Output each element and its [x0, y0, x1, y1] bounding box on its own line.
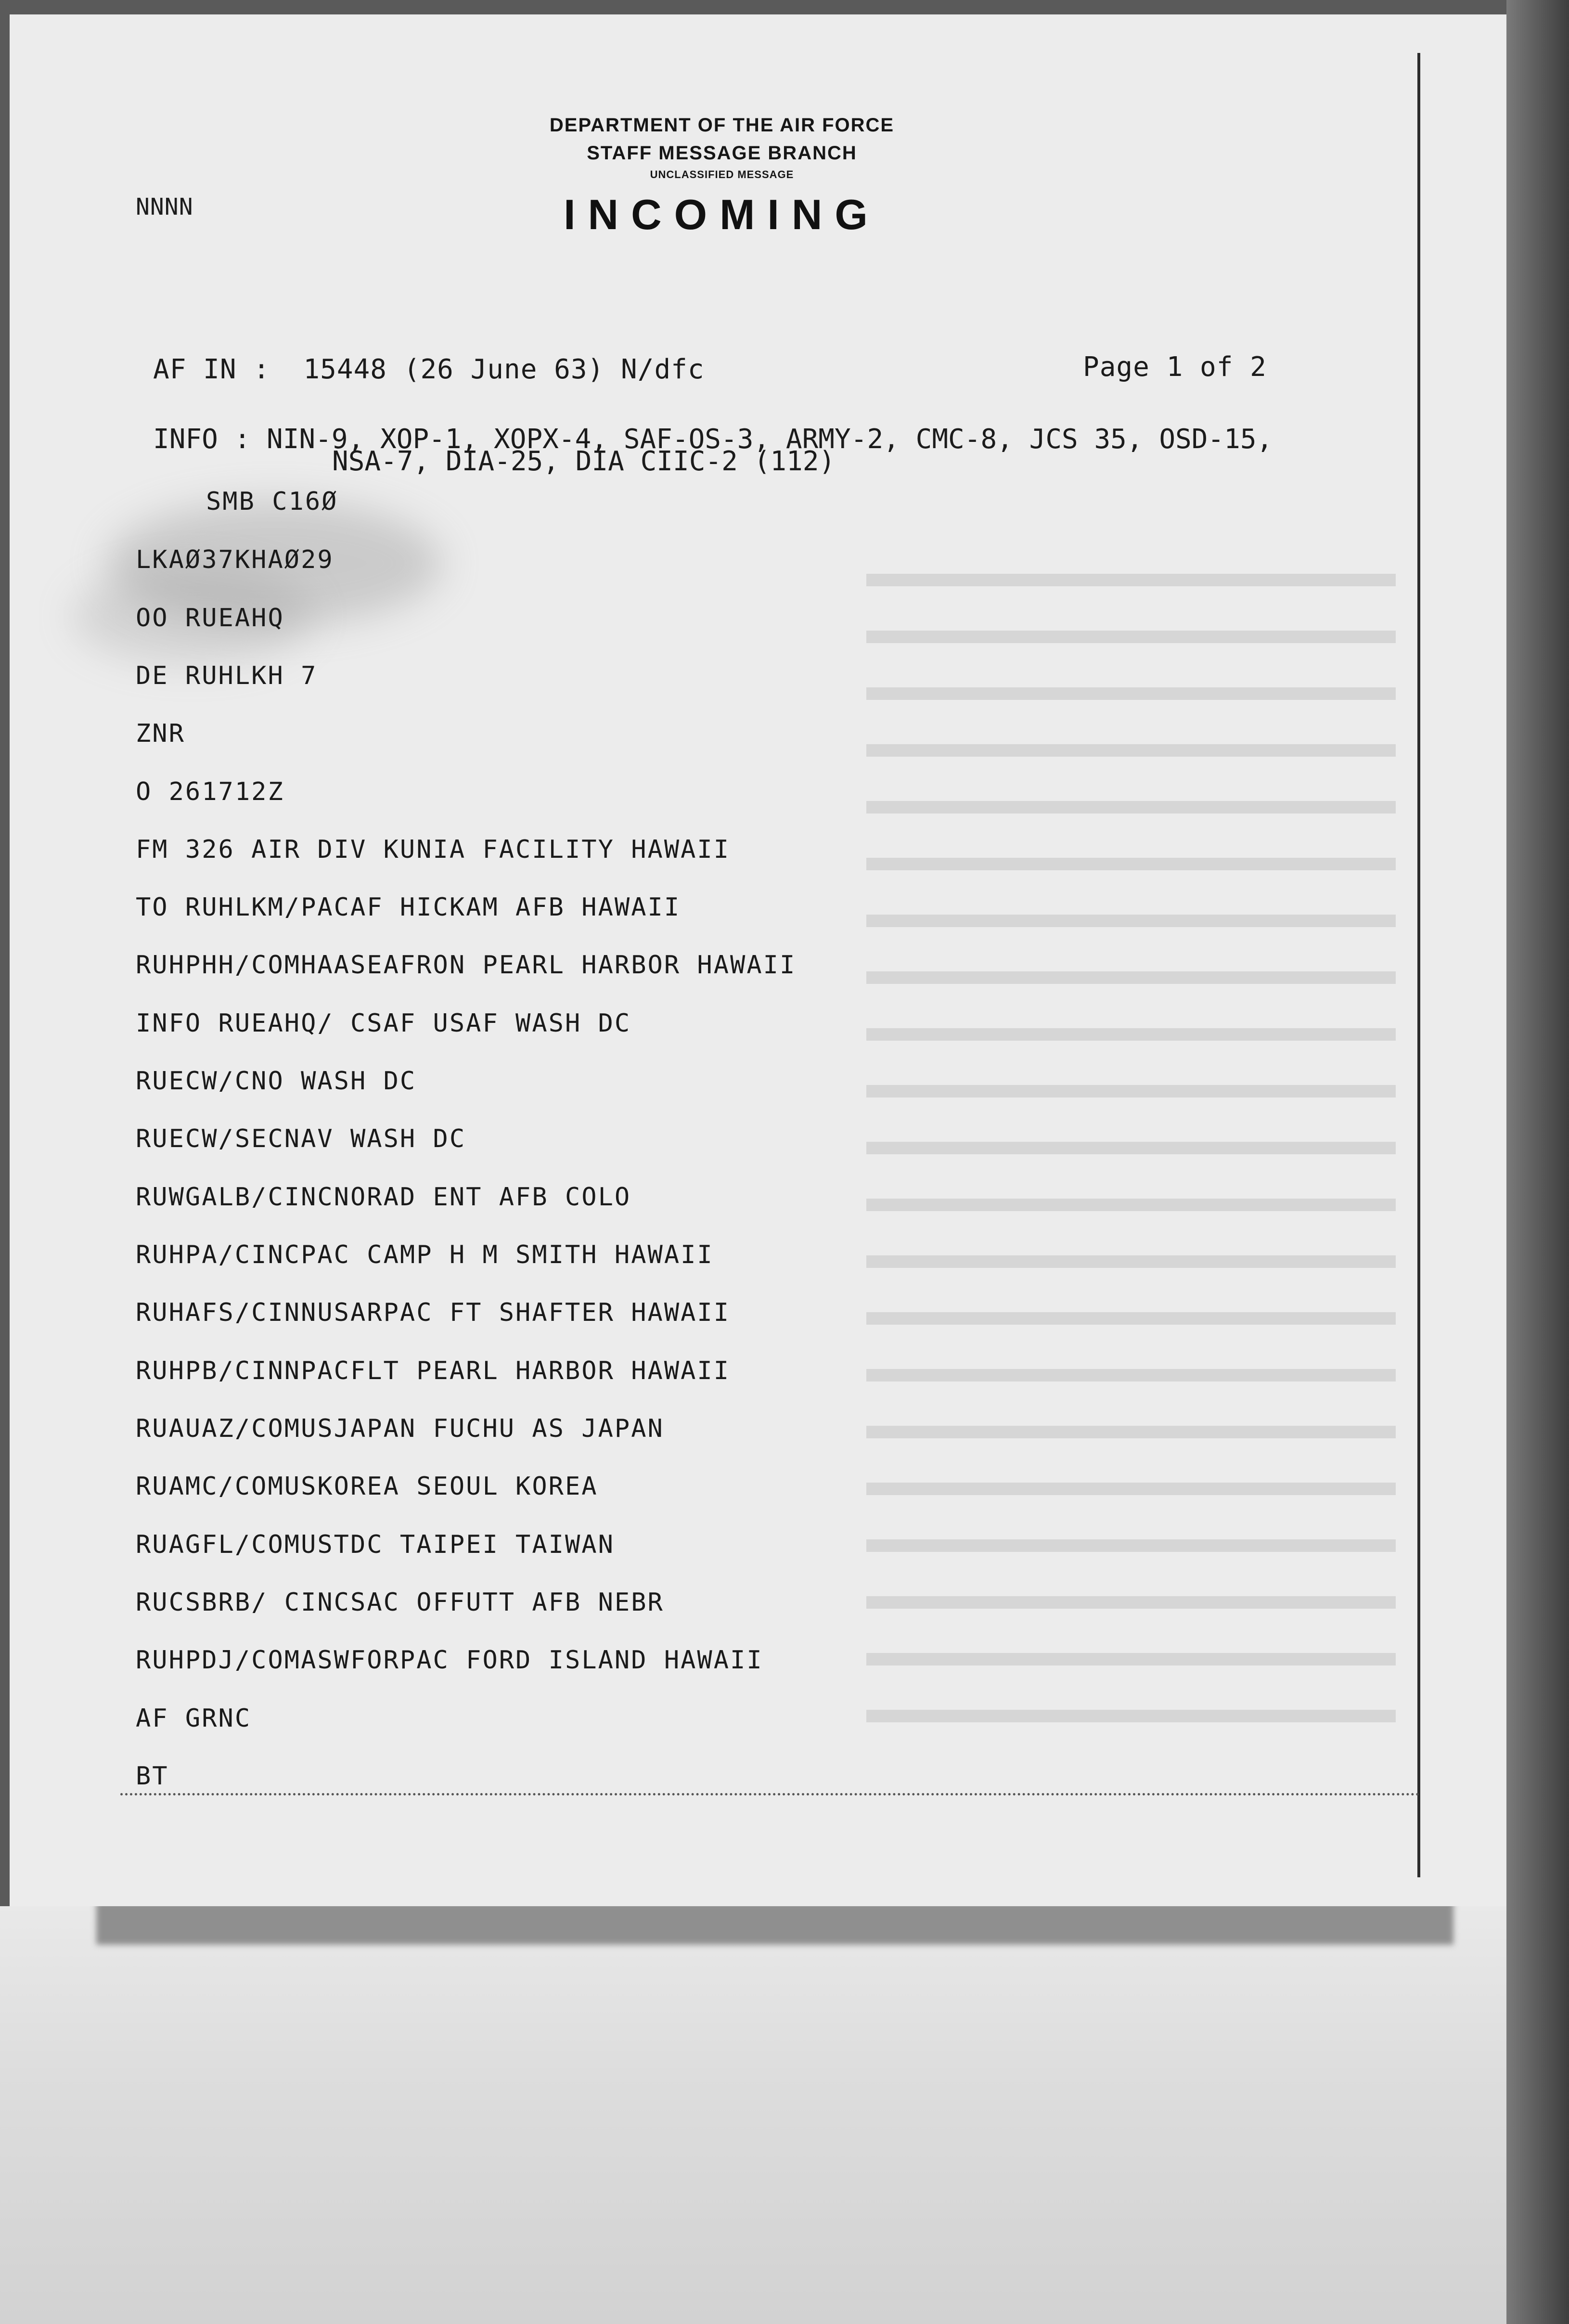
routing-line: DE RUHLKH 7 — [136, 661, 318, 690]
routing-line: RUHAFS/CINNUSARPAC FT SHAFTER HAWAII — [136, 1298, 731, 1327]
routing-line: LKAØ37KHAØ29 — [136, 545, 334, 574]
smb-code: SMB C16Ø — [206, 487, 338, 516]
background-surface — [0, 1906, 1569, 2324]
routing-line: FM 326 AIR DIV KUNIA FACILITY HAWAII — [136, 835, 731, 864]
page-shadow — [96, 1901, 1453, 1945]
info-line-1: INFO : NIN-9, XOP-1, XOPX-4, SAF-OS-3, ARMY-2, CMC-8, JCS 35, OSD-15, — [153, 424, 1273, 455]
routing-line: RUECW/CNO WASH DC — [136, 1067, 417, 1096]
branch-heading: STAFF MESSAGE BRANCH — [587, 142, 857, 164]
routing-line: O 261712Z — [136, 777, 284, 806]
incoming-title: INCOMING — [564, 191, 880, 238]
bleed-through — [866, 529, 1396, 1733]
page-border-right — [1417, 53, 1420, 1877]
routing-line: BT — [136, 1762, 169, 1791]
page-number: Page 1 of 2 — [1083, 351, 1267, 383]
info-line-2: NSA-7, DIA-25, DIA CIIC-2 (112) — [332, 446, 836, 477]
routing-line: RUHPHH/COMHAASEAFRON PEARL HARBOR HAWAII — [136, 951, 797, 980]
routing-line: RUWGALB/CINCNORAD ENT AFB COLO — [136, 1183, 631, 1212]
department-heading: DEPARTMENT OF THE AIR FORCE — [549, 115, 895, 136]
routing-line: OO RUEAHQ — [136, 604, 284, 633]
nnnn-marker: NNNN — [136, 194, 193, 220]
routing-line: RUAMC/COMUSKOREA SEOUL KOREA — [136, 1472, 598, 1501]
routing-line: RUHPDJ/COMASWFORPAC FORD ISLAND HAWAII — [136, 1646, 763, 1675]
routing-line: ZNR — [136, 719, 185, 748]
classification-heading: UNCLASSIFIED MESSAGE — [650, 168, 794, 181]
routing-line: RUCSBRB/ CINCSAC OFFUTT AFB NEBR — [136, 1588, 664, 1617]
af-in-line: AF IN : 15448 (26 June 63) N/dfc — [153, 354, 705, 385]
routing-line: AF GRNC — [136, 1704, 252, 1733]
routing-line: TO RUHLKM/PACAF HICKAM AFB HAWAII — [136, 893, 681, 922]
routing-line: INFO RUEAHQ/ CSAF USAF WASH DC — [136, 1009, 631, 1038]
routing-line: RUHPA/CINCPAC CAMP H M SMITH HAWAII — [136, 1240, 714, 1269]
dark-edge — [1506, 0, 1569, 2324]
routing-line: RUAUAZ/COMUSJAPAN FUCHU AS JAPAN — [136, 1414, 664, 1443]
page-border-bottom — [120, 1793, 1420, 1795]
routing-line: RUHPB/CINNPACFLT PEARL HARBOR HAWAII — [136, 1356, 731, 1385]
routing-line: RUAGFL/COMUSTDC TAIPEI TAIWAN — [136, 1530, 615, 1559]
routing-line: RUECW/SECNAV WASH DC — [136, 1124, 466, 1153]
